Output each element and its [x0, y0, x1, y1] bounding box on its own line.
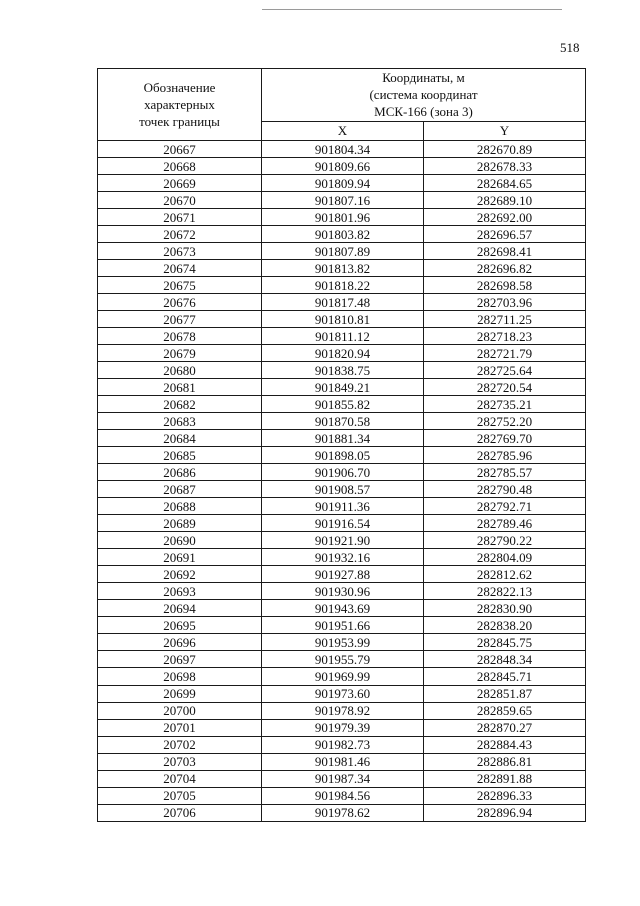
- cell-y: 282830.90: [424, 600, 586, 617]
- cell-point: 20685: [98, 447, 262, 464]
- cell-point: 20679: [98, 345, 262, 362]
- cell-x: 901984.56: [262, 787, 424, 804]
- table-row: [98, 498, 586, 515]
- header-coords-line-2: (система координат: [369, 87, 478, 103]
- table-row: [98, 668, 586, 685]
- table-body: [98, 141, 586, 822]
- cell-point: 20672: [98, 226, 262, 243]
- cell-point: 20681: [98, 379, 262, 396]
- cell-x: 901817.48: [262, 294, 424, 311]
- cell-point: 20680: [98, 362, 262, 379]
- table-row: [98, 515, 586, 532]
- table-row: [98, 617, 586, 634]
- table-row: [98, 192, 586, 209]
- cell-point: 20678: [98, 328, 262, 345]
- cell-x: 901978.92: [262, 702, 424, 719]
- cell-y: 282891.88: [424, 770, 586, 787]
- scan-edge-line: [262, 9, 562, 10]
- cell-y: 282703.96: [424, 294, 586, 311]
- table-row: [98, 634, 586, 651]
- header-point-designation: [98, 69, 262, 141]
- cell-y: 282785.96: [424, 447, 586, 464]
- cell-x: 901811.12: [262, 328, 424, 345]
- cell-x: 901813.82: [262, 260, 424, 277]
- cell-x: 901809.94: [262, 175, 424, 192]
- table-row: [98, 294, 586, 311]
- cell-x: 901818.22: [262, 277, 424, 294]
- cell-x: 901898.05: [262, 447, 424, 464]
- cell-x: 901955.79: [262, 651, 424, 668]
- cell-x: 901932.16: [262, 549, 424, 566]
- cell-y: 282870.27: [424, 719, 586, 736]
- table-row: [98, 413, 586, 430]
- cell-y: 282789.46: [424, 515, 586, 532]
- cell-y: 282735.21: [424, 396, 586, 413]
- cell-x: 901930.96: [262, 583, 424, 600]
- cell-y: 282698.58: [424, 277, 586, 294]
- cell-point: 20691: [98, 549, 262, 566]
- table-row: [98, 787, 586, 804]
- cell-point: 20682: [98, 396, 262, 413]
- table-row: [98, 719, 586, 736]
- cell-point: 20684: [98, 430, 262, 447]
- table-row: [98, 175, 586, 192]
- cell-point: 20676: [98, 294, 262, 311]
- cell-y: 282670.89: [424, 141, 586, 158]
- cell-point: 20668: [98, 158, 262, 175]
- cell-x: 901981.46: [262, 753, 424, 770]
- cell-x: 901973.60: [262, 685, 424, 702]
- cell-y: 282696.82: [424, 260, 586, 277]
- table-row: [98, 158, 586, 175]
- cell-x: 901870.58: [262, 413, 424, 430]
- cell-x: 901943.69: [262, 600, 424, 617]
- cell-y: 282696.57: [424, 226, 586, 243]
- cell-point: 20689: [98, 515, 262, 532]
- cell-y: 282790.22: [424, 532, 586, 549]
- cell-y: 282884.43: [424, 736, 586, 753]
- table-row: [98, 328, 586, 345]
- table-row: [98, 311, 586, 328]
- cell-x: 901838.75: [262, 362, 424, 379]
- cell-y: 282804.09: [424, 549, 586, 566]
- cell-point: 20671: [98, 209, 262, 226]
- table-row: [98, 396, 586, 413]
- cell-y: 282896.33: [424, 787, 586, 804]
- cell-x: 901881.34: [262, 430, 424, 447]
- table-row: [98, 702, 586, 719]
- table-header: [98, 69, 586, 141]
- cell-point: 20694: [98, 600, 262, 617]
- table-row: [98, 260, 586, 277]
- cell-point: 20697: [98, 651, 262, 668]
- cell-x: 901927.88: [262, 566, 424, 583]
- coordinates-table: [97, 68, 586, 822]
- table-row: [98, 430, 586, 447]
- cell-point: 20673: [98, 243, 262, 260]
- cell-y: 282859.65: [424, 702, 586, 719]
- cell-y: 282752.20: [424, 413, 586, 430]
- cell-y: 282886.81: [424, 753, 586, 770]
- cell-x: 901849.21: [262, 379, 424, 396]
- cell-point: 20700: [98, 702, 262, 719]
- table-row: [98, 379, 586, 396]
- cell-point: 20703: [98, 753, 262, 770]
- table-row: [98, 447, 586, 464]
- table-row: [98, 277, 586, 294]
- cell-y: 282678.33: [424, 158, 586, 175]
- cell-x: 901911.36: [262, 498, 424, 515]
- cell-point: 20690: [98, 532, 262, 549]
- cell-y: 282792.71: [424, 498, 586, 515]
- cell-y: 282692.00: [424, 209, 586, 226]
- table-row: [98, 753, 586, 770]
- cell-y: 282684.65: [424, 175, 586, 192]
- header-point-line-2: характерных: [144, 97, 215, 112]
- cell-point: 20667: [98, 141, 262, 158]
- cell-y: 282689.10: [424, 192, 586, 209]
- header-point-line-1: Обозначение: [143, 80, 216, 95]
- cell-y: 282812.62: [424, 566, 586, 583]
- cell-y: 282838.20: [424, 617, 586, 634]
- cell-point: 20699: [98, 685, 262, 702]
- cell-point: 20693: [98, 583, 262, 600]
- cell-point: 20677: [98, 311, 262, 328]
- cell-x: 901982.73: [262, 736, 424, 753]
- cell-y: 282725.64: [424, 362, 586, 379]
- table-row: [98, 464, 586, 481]
- table-row: [98, 345, 586, 362]
- cell-y: 282711.25: [424, 311, 586, 328]
- cell-point: 20686: [98, 464, 262, 481]
- table-row: [98, 226, 586, 243]
- cell-point: 20701: [98, 719, 262, 736]
- cell-point: 20674: [98, 260, 262, 277]
- table-row: [98, 532, 586, 549]
- cell-point: 20704: [98, 770, 262, 787]
- table-row: [98, 770, 586, 787]
- cell-x: 901809.66: [262, 158, 424, 175]
- cell-point: 20705: [98, 787, 262, 804]
- table-row: [98, 141, 586, 158]
- table-row: [98, 736, 586, 753]
- cell-point: 20695: [98, 617, 262, 634]
- cell-y: 282848.34: [424, 651, 586, 668]
- cell-y: 282720.54: [424, 379, 586, 396]
- cell-y: 282896.94: [424, 804, 586, 821]
- cell-point: 20687: [98, 481, 262, 498]
- cell-x: 901987.34: [262, 770, 424, 787]
- header-coordinates: [262, 69, 586, 122]
- cell-point: 20706: [98, 804, 262, 821]
- cell-x: 901807.89: [262, 243, 424, 260]
- header-x: X: [262, 121, 424, 140]
- header-point-line-3: точек границы: [139, 114, 220, 129]
- cell-x: 901921.90: [262, 532, 424, 549]
- cell-y: 282769.70: [424, 430, 586, 447]
- header-coords-line-3: МСК-166 (зона 3): [374, 104, 473, 120]
- cell-y: 282698.41: [424, 243, 586, 260]
- cell-point: 20692: [98, 566, 262, 583]
- table-row: [98, 651, 586, 668]
- cell-y: 282721.79: [424, 345, 586, 362]
- header-coords-line-1: Координаты, м: [382, 70, 465, 86]
- table-row: [98, 583, 586, 600]
- cell-x: 901855.82: [262, 396, 424, 413]
- table-row: [98, 362, 586, 379]
- cell-x: 901801.96: [262, 209, 424, 226]
- cell-y: 282785.57: [424, 464, 586, 481]
- table-row: [98, 243, 586, 260]
- cell-y: 282790.48: [424, 481, 586, 498]
- table-row: [98, 481, 586, 498]
- cell-point: 20670: [98, 192, 262, 209]
- cell-point: 20698: [98, 668, 262, 685]
- table-row: [98, 600, 586, 617]
- cell-point: 20675: [98, 277, 262, 294]
- cell-point: 20696: [98, 634, 262, 651]
- table-row: [98, 685, 586, 702]
- cell-x: 901953.99: [262, 634, 424, 651]
- cell-x: 901810.81: [262, 311, 424, 328]
- cell-x: 901916.54: [262, 515, 424, 532]
- page-number: 518: [560, 40, 580, 55]
- cell-point: 20702: [98, 736, 262, 753]
- cell-x: 901804.34: [262, 141, 424, 158]
- header-y: Y: [424, 121, 586, 140]
- cell-y: 282718.23: [424, 328, 586, 345]
- cell-y: 282845.75: [424, 634, 586, 651]
- cell-point: 20688: [98, 498, 262, 515]
- cell-x: 901951.66: [262, 617, 424, 634]
- cell-x: 901978.62: [262, 804, 424, 821]
- cell-point: 20669: [98, 175, 262, 192]
- table-row: [98, 549, 586, 566]
- table-row: [98, 804, 586, 821]
- cell-y: 282845.71: [424, 668, 586, 685]
- cell-y: 282851.87: [424, 685, 586, 702]
- cell-x: 901820.94: [262, 345, 424, 362]
- cell-x: 901906.70: [262, 464, 424, 481]
- cell-x: 901803.82: [262, 226, 424, 243]
- cell-x: 901979.39: [262, 719, 424, 736]
- cell-y: 282822.13: [424, 583, 586, 600]
- table-row: [98, 566, 586, 583]
- cell-point: 20683: [98, 413, 262, 430]
- cell-x: 901807.16: [262, 192, 424, 209]
- table-row: [98, 209, 586, 226]
- cell-x: 901908.57: [262, 481, 424, 498]
- cell-x: 901969.99: [262, 668, 424, 685]
